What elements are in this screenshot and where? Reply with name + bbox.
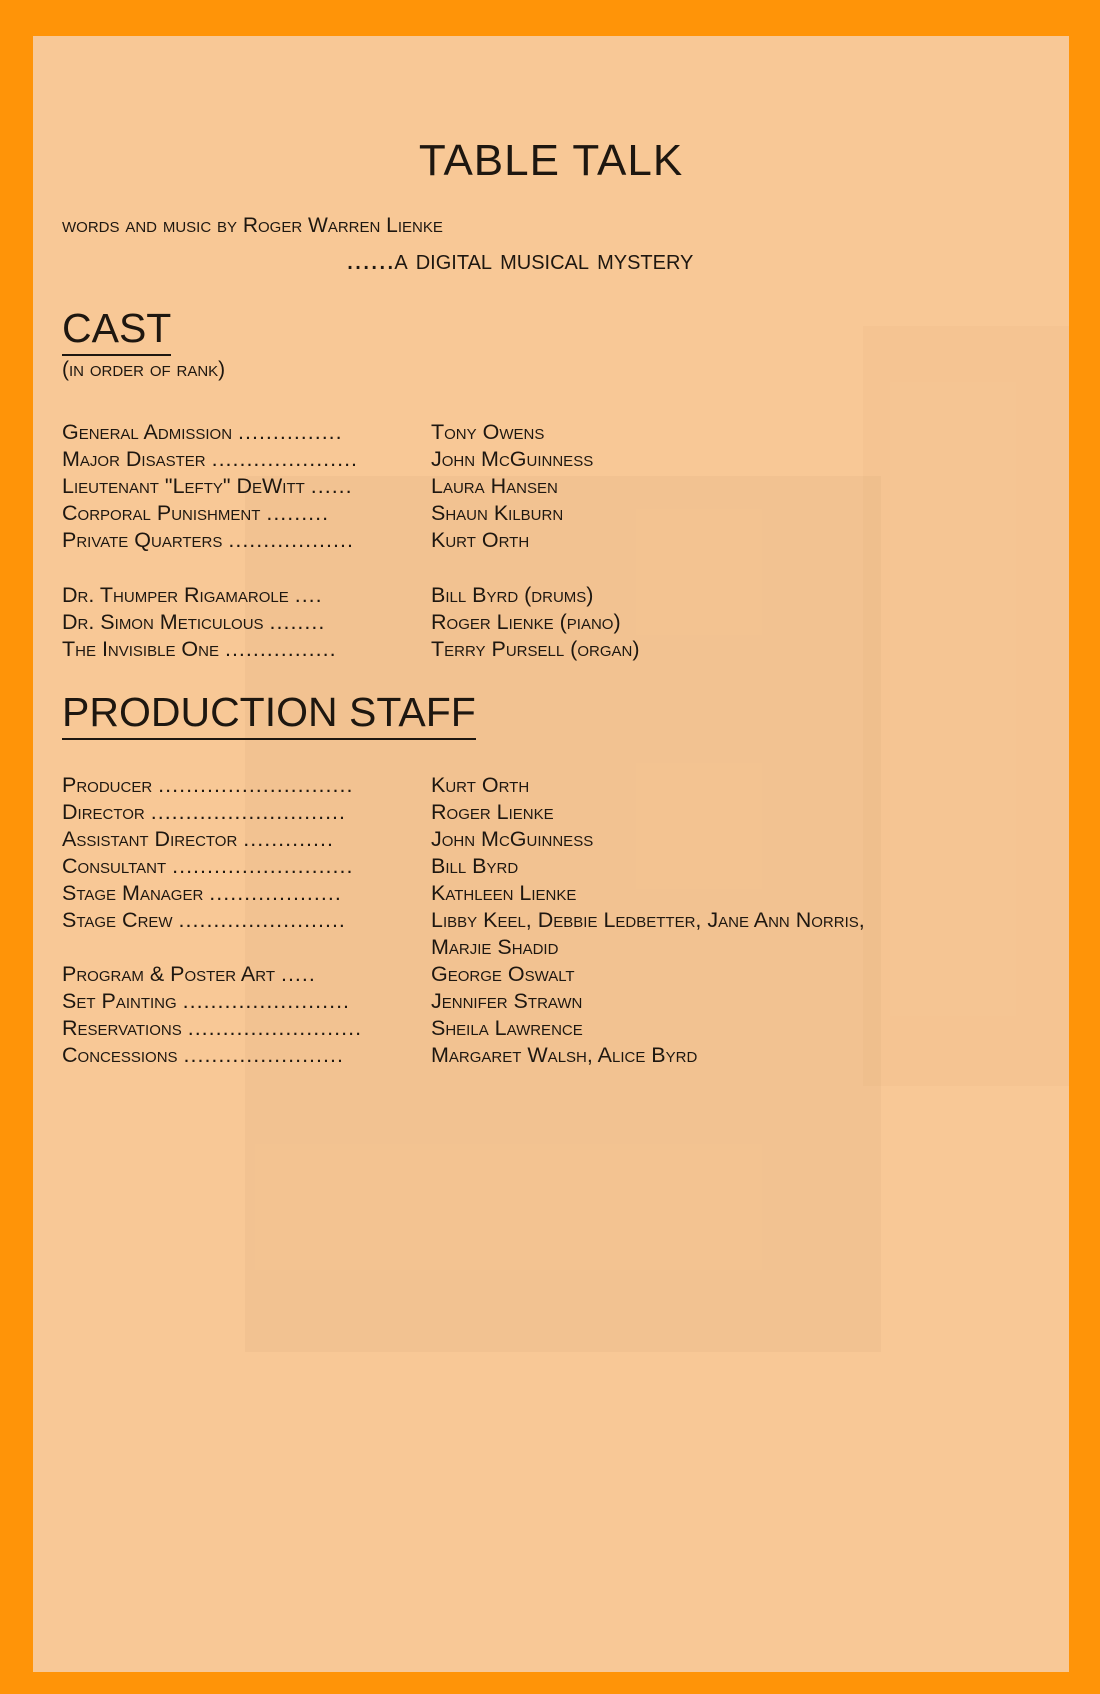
cast-role: General Admission ............... <box>62 420 343 444</box>
cast-role: Dr. Simon Meticulous ........ <box>62 610 326 634</box>
staff-role: Director ............................ <box>62 800 347 824</box>
staff-role: Reservations ......................... <box>62 1016 363 1040</box>
staff-person: Margaret Walsh, Alice Byrd <box>431 1043 698 1067</box>
staff-role: Program & Poster Art ..... <box>62 962 316 986</box>
cast-subheading: (in order of rank) <box>62 358 226 381</box>
staff-person: John McGuinness <box>431 827 594 851</box>
cast-performer: Bill Byrd (drums) <box>431 583 594 607</box>
cast-role: Corporal Punishment ......... <box>62 501 330 525</box>
cast-performer: Roger Lienke (piano) <box>431 610 621 634</box>
staff-person: Libby Keel, Debbie Ledbetter, Jane Ann Norris, <box>431 908 865 932</box>
staff-person: Kathleen Lienke <box>431 881 577 905</box>
staff-heading: PRODUCTION STAFF <box>62 690 476 740</box>
cast-performer: Kurt Orth <box>431 528 530 552</box>
tagline: ......a digital musical mystery <box>346 244 694 276</box>
staff-person: George Oswalt <box>431 962 575 986</box>
staff-person: Roger Lienke <box>431 800 554 824</box>
staff-person: Jennifer Strawn <box>431 989 583 1013</box>
credit-line: words and music by Roger Warren Lienke <box>62 214 443 237</box>
cast-performer: John McGuinness <box>431 447 594 471</box>
cast-performer: Terry Pursell (organ) <box>431 637 640 661</box>
cast-role: Private Quarters .................. <box>62 528 354 552</box>
program-page <box>33 36 1069 1672</box>
cast-role: Dr. Thumper Rigamarole .... <box>62 583 323 607</box>
staff-role: Concessions ....................... <box>62 1043 344 1067</box>
cast-role: Lieutenant "Lefty" DeWitt ...... <box>62 474 353 498</box>
staff-role: Stage Manager ................... <box>62 881 342 905</box>
staff-role: Set Painting ........................ <box>62 989 351 1013</box>
cast-performer: Tony Owens <box>431 420 545 444</box>
staff-role: Consultant .......................... <box>62 854 354 878</box>
cast-role: The Invisible One ................ <box>62 637 337 661</box>
cast-heading: CAST <box>62 306 171 356</box>
cast-performer: Laura Hansen <box>431 474 558 498</box>
cast-role: Major Disaster ..................... <box>62 447 359 471</box>
staff-role: Producer ............................ <box>62 773 354 797</box>
show-title: TABLE TALK <box>418 136 684 185</box>
cast-performer: Shaun Kilburn <box>431 501 564 525</box>
staff-role: Assistant Director ............. <box>62 827 334 851</box>
staff-person: Bill Byrd <box>431 854 519 878</box>
staff-person: Marjie Shadid <box>431 935 559 959</box>
staff-person: Kurt Orth <box>431 773 530 797</box>
staff-person: Sheila Lawrence <box>431 1016 583 1040</box>
staff-role: Stage Crew ........................ <box>62 908 346 932</box>
